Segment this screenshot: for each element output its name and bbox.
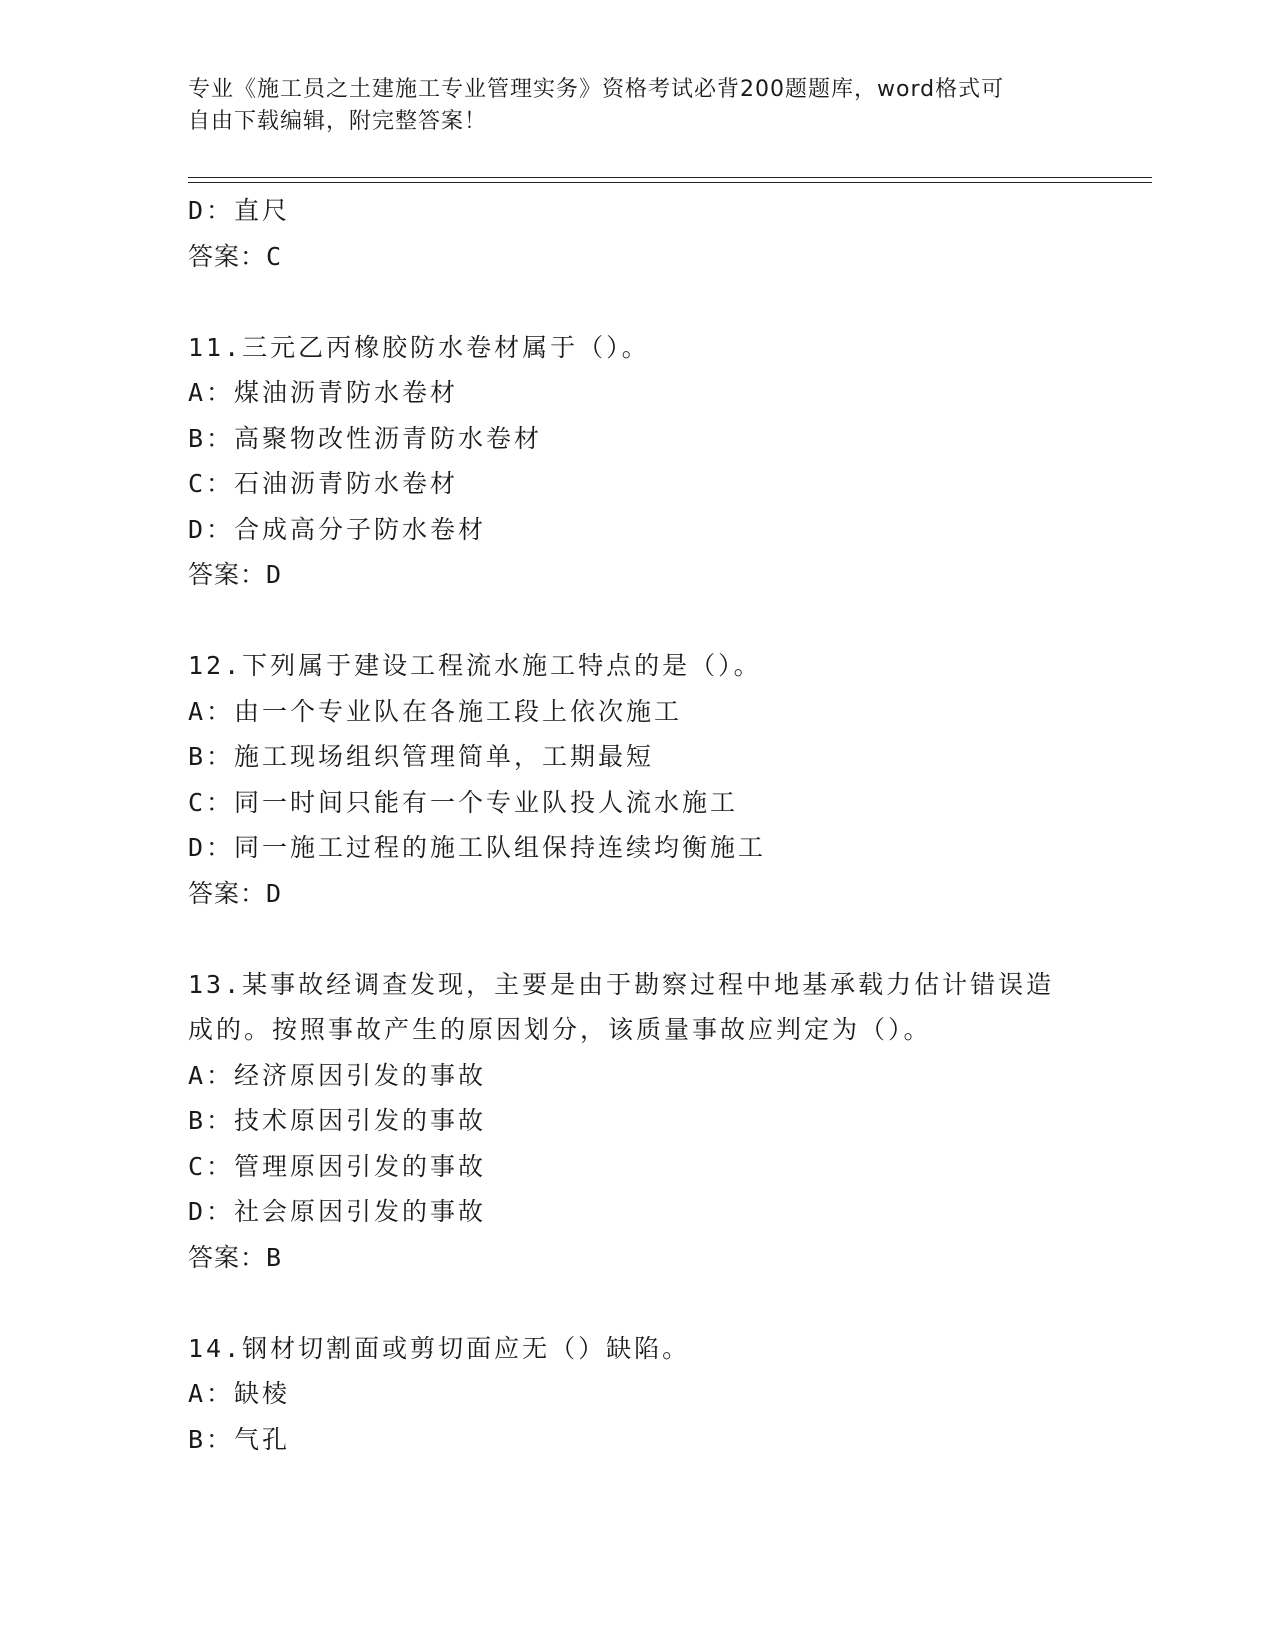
option-b: B：技术原因引发的事故 bbox=[188, 1106, 487, 1135]
header-title-line-2: 自由下载编辑，附完整答案！ bbox=[188, 109, 488, 134]
document-header bbox=[188, 74, 1088, 138]
question-stem: 12.下列属于建设工程流水施工特点的是（）。 bbox=[188, 651, 762, 680]
question-stem-line-1: 13.某事故经调查发现，主要是由于勘察过程中地基承载力估计错误造 bbox=[188, 969, 1055, 999]
option-d: D：同一施工过程的施工队组保持连续均衡施工 bbox=[188, 833, 767, 862]
option-c: C：同一时间只能有一个专业队投人流水施工 bbox=[188, 787, 739, 817]
question-13 bbox=[188, 962, 1148, 1281]
answer-value: B bbox=[266, 1242, 283, 1272]
question-14 bbox=[188, 1326, 1148, 1463]
answer-value: C bbox=[266, 241, 283, 271]
answer-label: 答案： bbox=[188, 1242, 267, 1272]
option-b: B：高聚物改性沥青防水卷材 bbox=[188, 423, 543, 453]
answer-line bbox=[188, 1235, 1148, 1281]
question-list bbox=[188, 188, 1148, 1462]
option-a: A：煤油沥青防水卷材 bbox=[188, 378, 459, 407]
answer-value: D bbox=[266, 878, 283, 908]
question-stem: 14.钢材切割面或剪切面应无（）缺陷。 bbox=[188, 1333, 691, 1363]
header-title-line-1: 专业《施工员之土建施工专业管理实务》资格考试必背200题题库，word格式可 bbox=[188, 77, 1005, 102]
option-a: A：由一个专业队在各施工段上依次施工 bbox=[188, 696, 683, 726]
question-stem-line-2: 成的。按照事故产生的原因划分，该质量事故应判定为（）。 bbox=[188, 1015, 932, 1044]
question-11 bbox=[188, 325, 1148, 598]
option-c: C：石油沥青防水卷材 bbox=[188, 469, 459, 498]
option-a: A：经济原因引发的事故 bbox=[188, 1060, 487, 1090]
answer-value: D bbox=[266, 560, 283, 589]
answer-line bbox=[188, 552, 1148, 598]
question-spacer bbox=[188, 279, 1148, 325]
answer-label: 答案： bbox=[188, 560, 267, 589]
answer-line bbox=[188, 234, 1148, 280]
header-rule-bottom bbox=[188, 182, 1152, 183]
option-a: A：缺棱 bbox=[188, 1379, 291, 1408]
option-c: C：管理原因引发的事故 bbox=[188, 1151, 487, 1181]
option-d: D：社会原因引发的事故 bbox=[188, 1197, 487, 1226]
question-stem: 11.三元乙丙橡胶防水卷材属于（）。 bbox=[188, 332, 650, 362]
answer-line bbox=[188, 871, 1148, 917]
answer-label: 答案： bbox=[188, 241, 267, 271]
option-d: D：直尺 bbox=[188, 196, 291, 225]
answer-label: 答案： bbox=[188, 878, 267, 908]
header-rule-top bbox=[188, 177, 1152, 178]
option-b: B：施工现场组织管理简单，工期最短 bbox=[188, 742, 655, 771]
question-spacer bbox=[188, 916, 1148, 962]
question-10-tail bbox=[188, 188, 1148, 279]
question-12 bbox=[188, 643, 1148, 916]
question-spacer bbox=[188, 1280, 1148, 1326]
option-b: B：气孔 bbox=[188, 1424, 291, 1454]
option-d: D：合成高分子防水卷材 bbox=[188, 514, 487, 544]
question-spacer bbox=[188, 598, 1148, 644]
